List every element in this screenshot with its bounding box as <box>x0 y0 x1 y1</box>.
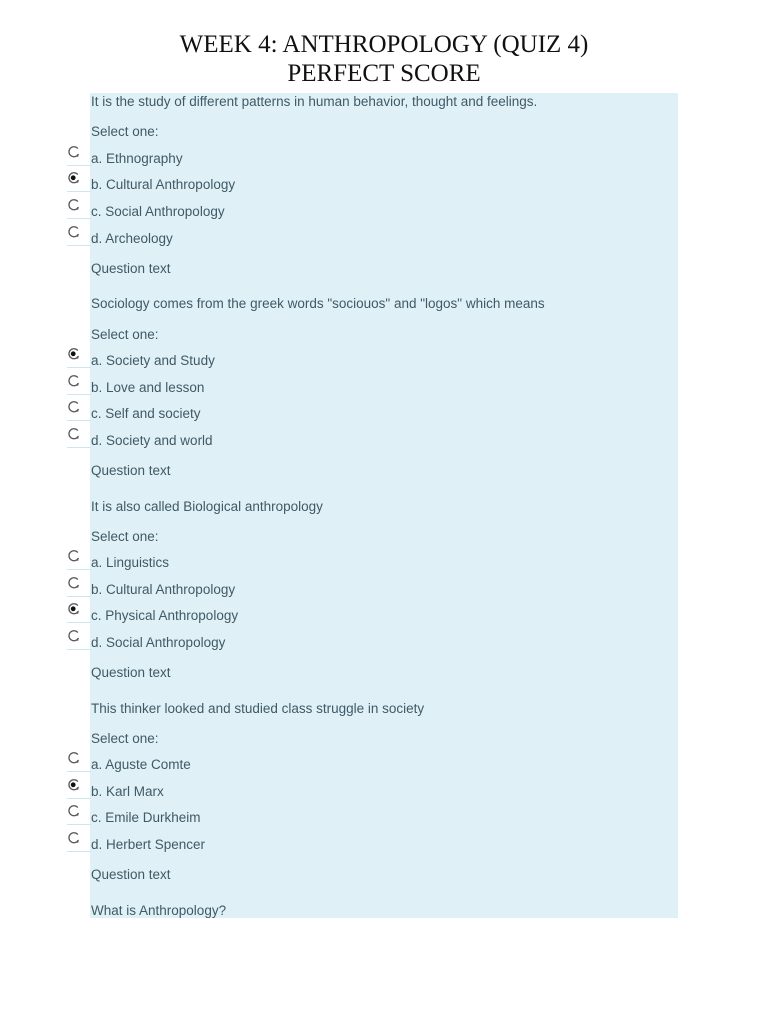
question-2-option-d-label[interactable]: d. Society and world <box>91 433 213 448</box>
question-2-option-c-radio[interactable] <box>64 399 90 423</box>
question-2-footer: Question text <box>91 463 171 478</box>
question-4-option-a-radio[interactable] <box>64 750 90 774</box>
question-4-prompt: Select one: <box>91 731 159 746</box>
question-1-option-c-label[interactable]: c. Social Anthropology <box>91 204 225 219</box>
question-2-option-d-radio[interactable] <box>64 426 90 450</box>
question-1-prompt: Select one: <box>91 124 159 139</box>
question-1-footer: Question text <box>91 261 171 276</box>
question-4-option-d-label[interactable]: d. Herbert Spencer <box>91 837 206 852</box>
question-3-option-d-label[interactable]: d. Social Anthropology <box>91 635 226 650</box>
question-1-option-a-label[interactable]: a. Ethnography <box>91 151 183 166</box>
question-3-option-b-radio[interactable] <box>64 575 90 599</box>
question-3-text: It is also called Biological anthropology <box>91 499 323 514</box>
question-3-prompt: Select one: <box>91 529 159 544</box>
question-2-option-c-label[interactable]: c. Self and society <box>91 406 201 421</box>
question-5-text: What is Anthropology? <box>91 903 227 918</box>
question-3-option-d-radio[interactable] <box>64 628 90 652</box>
page-subtitle: PERFECT SCORE <box>287 60 481 87</box>
question-4-option-c-radio[interactable] <box>64 803 90 827</box>
question-2-option-b-label[interactable]: b. Love and lesson <box>91 380 205 395</box>
question-2-text: Sociology comes from the greek words "sociouos" and "logos" which means <box>91 296 545 311</box>
question-1-option-b-label[interactable]: b. Cultural Anthropology <box>91 177 236 192</box>
question-4-option-b-radio[interactable] <box>64 777 90 801</box>
question-3-option-a-label[interactable]: a. Linguistics <box>91 555 170 570</box>
question-1-option-a-radio[interactable] <box>64 144 90 168</box>
question-3-option-a-radio[interactable] <box>64 548 90 572</box>
question-4-option-b-label[interactable]: b. Karl Marx <box>91 784 164 799</box>
question-1-option-d-radio[interactable] <box>64 224 90 248</box>
question-3-option-b-label[interactable]: b. Cultural Anthropology <box>91 582 236 597</box>
question-4-option-d-radio[interactable] <box>64 830 90 854</box>
question-2-prompt: Select one: <box>91 327 159 342</box>
question-1-option-b-radio[interactable] <box>64 170 90 194</box>
question-4-footer: Question text <box>91 867 171 882</box>
question-2-option-a-label[interactable]: a. Society and Study <box>91 353 215 368</box>
question-1-text: It is the study of different patterns in human behavior, thought and feelings. <box>91 94 538 109</box>
question-1-option-d-label[interactable]: d. Archeology <box>91 231 173 246</box>
question-4-option-a-label[interactable]: a. Aguste Comte <box>91 757 191 772</box>
question-4-option-c-label[interactable]: c. Emile Durkheim <box>91 810 201 825</box>
question-2-option-a-radio[interactable] <box>64 346 90 370</box>
question-2-option-b-radio[interactable] <box>64 373 90 397</box>
question-3-footer: Question text <box>91 665 171 680</box>
question-1-option-c-radio[interactable] <box>64 197 90 221</box>
question-3-option-c-label[interactable]: c. Physical Anthropology <box>91 608 239 623</box>
page-title: WEEK 4: ANTHROPOLOGY (QUIZ 4) <box>179 31 589 58</box>
question-4-text: This thinker looked and studied class struggle in society <box>91 701 425 716</box>
question-3-option-c-radio[interactable] <box>64 601 90 625</box>
